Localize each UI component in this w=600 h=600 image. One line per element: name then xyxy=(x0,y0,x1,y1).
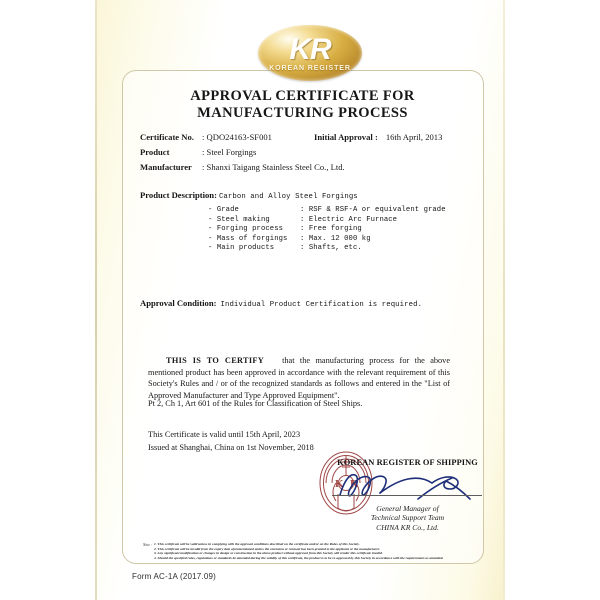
product-description-list xyxy=(208,206,470,254)
certify-paragraph xyxy=(148,355,450,401)
signature-section xyxy=(330,458,485,532)
product-description-item-value: : Electric Arc Furnace xyxy=(300,216,397,226)
footnote-item: 1. This certificate will be valid unless in complying with the approval conditions described on the certificate and/or on the Rules of this Society. xyxy=(154,542,360,546)
product-description-item-key: - Forging process xyxy=(208,225,284,234)
field-row-certificate-no xyxy=(140,130,470,145)
kr-logo-mark: KR xyxy=(289,33,331,66)
footnote-item: 3. Any significant modification or changes in design or construction in the above product without approval from this Society will render this certificate invalid. xyxy=(154,551,383,556)
product-description-header xyxy=(140,190,470,201)
svg-text:R: R xyxy=(350,478,358,490)
product-description-item xyxy=(208,216,470,226)
signature-titles xyxy=(330,504,485,532)
product-description-item-value: : Free forging xyxy=(300,225,362,235)
title-line-1: APPROVAL CERTIFICATE FOR xyxy=(190,88,415,104)
product-description-section xyxy=(140,190,470,254)
product-description-item-value: : Max. 12 000 kg xyxy=(300,235,371,245)
product-description-item xyxy=(208,235,470,245)
approval-condition-section xyxy=(140,298,470,309)
initial-approval-value: 16th April, 2013 xyxy=(385,132,443,142)
approval-condition-label: Approval Condition: xyxy=(140,298,217,308)
certify-rule-reference: Pt 2, Ch 1, Art 601 of the Rules for Classification of Steel Ships. xyxy=(148,399,363,408)
certify-lead: THIS IS TO CERTIFY xyxy=(166,356,265,365)
product-label: Product xyxy=(140,147,170,157)
footnotes-list xyxy=(154,542,475,560)
product-description-item xyxy=(208,225,470,235)
issuer-name: KOREAN REGISTER OF SHIPPING xyxy=(337,458,478,467)
issued-at-line: Issued at Shanghai, China on 1st November, 2018 xyxy=(148,443,314,452)
field-row-manufacturer xyxy=(140,160,470,175)
signature-rule-line xyxy=(332,495,482,496)
certificate-no-value: : QDO24163-SF001 xyxy=(202,130,272,145)
handwritten-signature xyxy=(330,469,485,503)
footnotes-section xyxy=(143,542,475,560)
page-left-edge-shadow xyxy=(95,0,97,600)
field-row-product xyxy=(140,145,470,160)
initial-approval-label: Initial Approval : xyxy=(313,132,378,142)
certificate-no-label: Certificate No. xyxy=(140,132,194,142)
product-description-item-key: - Steel making xyxy=(208,215,270,224)
product-description-item-key: - Grade xyxy=(208,206,239,214)
title-line-2: MANUFACTURING PROCESS xyxy=(197,105,408,121)
svg-text:K: K xyxy=(335,478,344,490)
certify-body: that the manufacturing process for the above mentioned product has been approved in accordance with the relevant requirement of this Society's Rules and / or of the recognized standards as follows and entered in the "List of Approved Manufacturer and Type Approved Equipment". xyxy=(148,356,450,400)
product-description-item-key: - Main products xyxy=(208,244,275,253)
product-description-item xyxy=(208,206,470,216)
manufacturer-value: : Shanxi Taigang Stainless Steel Co., Ltd. xyxy=(202,160,345,175)
product-description-item-value: : RSF & RSF-A or equivalent grade xyxy=(300,206,446,216)
form-number: Form AC-1A (2017.09) xyxy=(132,572,217,581)
product-value: : Steel Forgings xyxy=(202,145,256,160)
page-right-edge-shadow xyxy=(503,0,505,600)
signature-title-line-1: General Manager of xyxy=(376,504,439,513)
footnote-item: 2. This certificate will be invalid from the expiry date aforementioned unless the extension or renewal has been granted to the applicant or the manufacturer. xyxy=(154,546,380,551)
manufacturer-label: Manufacturer xyxy=(140,162,192,172)
product-description-label: Product Description: xyxy=(140,190,217,200)
product-description-item-key: - Mass of forgings xyxy=(208,234,288,243)
signature-title-line-3: CHINA KR Co., Ltd. xyxy=(376,522,439,532)
footnote-item: 4. Should the specified rules, regulations or standards be amended during the validity of this certificate, the product is to be re-approved by this Society in accordance with the requirements as amended. xyxy=(154,555,444,560)
footnotes-label: Note : xyxy=(143,542,152,547)
signature-title-line-2: Technical Support Team xyxy=(370,513,445,523)
valid-until-line: This Certificate is valid until 15th April, 2023 xyxy=(148,430,301,439)
approval-condition-value: Individual Product Certification is required. xyxy=(220,301,423,309)
product-description-item xyxy=(208,244,470,254)
product-description-summary: Carbon and Alloy Steel Forgings xyxy=(218,193,358,201)
page-title xyxy=(130,88,475,122)
product-description-item-value: : Shafts, etc. xyxy=(300,244,362,254)
korean-register-logo xyxy=(258,25,362,81)
certificate-fields xyxy=(140,130,470,175)
kr-logo-subtitle: KOREAN REGISTER xyxy=(269,65,351,72)
